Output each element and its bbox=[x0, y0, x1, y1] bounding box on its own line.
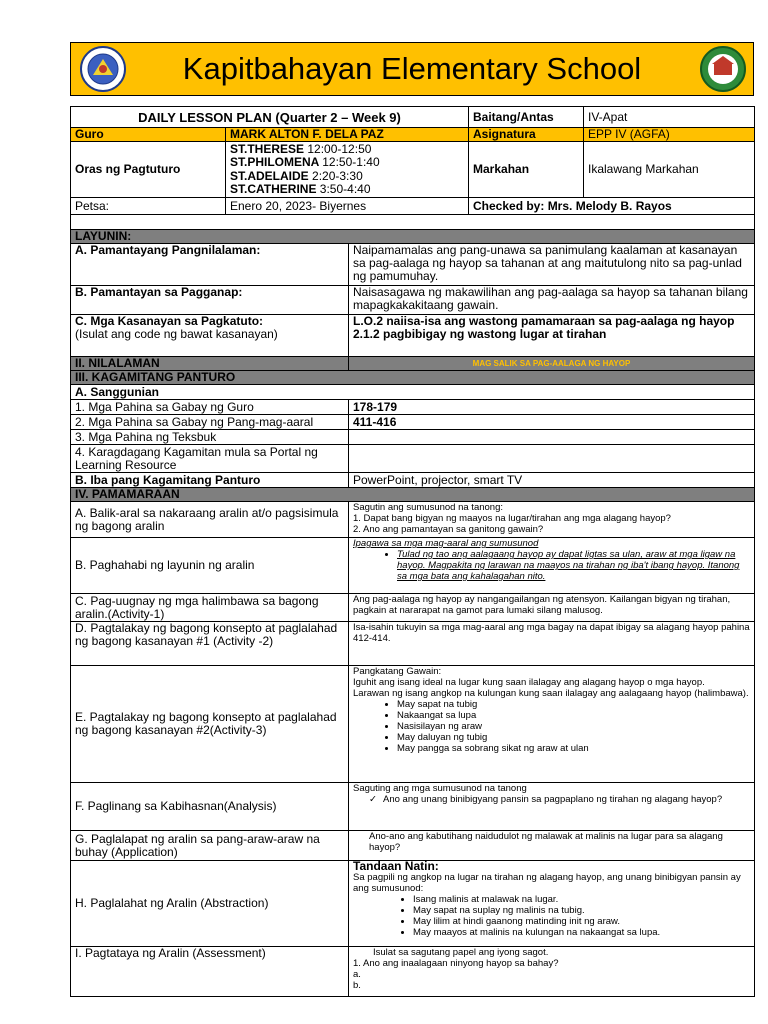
schedule-row: ST.CATHERINE 3:50-4:40 bbox=[230, 182, 371, 196]
step-i-line: 1. Ano ang inaalagaan ninyong hayop sa bahay? bbox=[353, 958, 559, 969]
oras-label: Oras ng Pagtuturo bbox=[71, 142, 226, 198]
step-e-bullet: • May pangga sa sobrang sikat ng araw at ulan bbox=[397, 743, 750, 754]
step-e-line: Larawan ng isang angkop na kulungan kung saan ilalagay ang aalagaang hayop (halimbawa). bbox=[353, 688, 749, 699]
layunin-c-value bbox=[349, 315, 755, 357]
pamamaraan-heading: IV. PAMAMARAAN bbox=[71, 488, 755, 502]
school-seal-icon bbox=[697, 45, 749, 93]
step-f-label: F. Paglinang sa Kabihasnan(Analysis) bbox=[71, 783, 349, 831]
layunin-c-sub: (Isulat ang code ng bawat kasanayan) bbox=[75, 327, 278, 341]
ref-value: 178-179 bbox=[349, 400, 755, 415]
layunin-c-label: C. Mga Kasanayan sa Pagkatuto: bbox=[75, 314, 264, 328]
step-e-content bbox=[349, 666, 755, 783]
iba-pang-label: B. Iba pang Kagamitang Panturo bbox=[71, 473, 349, 488]
ref-label: 2. Mga Pahina sa Gabay ng Pang-mag-aaral bbox=[71, 415, 349, 430]
step-a-line: 1. Dapat bang bigyan ng maayos na lugar/tirahan ang mga alagang hayop? bbox=[353, 513, 671, 524]
layunin-c-value2: 2.1.2 pagbibigay ng wastong lugar at tirahan bbox=[353, 327, 607, 341]
step-h-bullet: • Isang malinis at malawak na lugar. bbox=[413, 894, 750, 905]
step-e-line: Iguhit ang isang ideal na lugar kung saan ilalagay ang alagang hayop o mga hayop. bbox=[353, 677, 705, 688]
ref-value bbox=[349, 430, 755, 445]
step-h-title: Tandaan Natin: bbox=[353, 860, 439, 873]
step-e-line: Pangkatang Gawain: bbox=[353, 666, 442, 677]
lesson-plan-document bbox=[70, 42, 754, 997]
layunin-heading: LAYUNIN: bbox=[71, 230, 755, 244]
step-e-bullet: • May sapat na tubig bbox=[397, 699, 750, 710]
layunin-a-value: Naipamamalas ang pang-unawa sa panimulang kaalaman at kasanayan sa pag-aalaga ng hayop sa tahanan at ang maitutulong nito sa pag-unlad ng pamumuhay. bbox=[349, 244, 755, 286]
iba-pang-value: PowerPoint, projector, smart TV bbox=[349, 473, 755, 488]
step-b-bullet: • Tulad ng tao ang aalagaang hayop ay dapat ligtas sa ulan, araw at mga ligaw na hayop. Magpakita ng larawan na maayos na tirahan ng iba't ibang hayop. Itanong sa mga bata ang kahalagahan nito. bbox=[397, 549, 750, 582]
step-g-content: Ano-ano ang kabutihang naidudulot ng malawak at malinis na lugar para sa alagang hayop? bbox=[349, 831, 755, 861]
plan-title: DAILY LESSON PLAN (Quarter 2 – Week 9) bbox=[71, 107, 469, 128]
step-h-bullet: • May sapat na suplay ng malinis na tubig. bbox=[413, 905, 750, 916]
step-d-content: Isa-isahin tukuyin sa mga mag-aaral ang mga bagay na dapat ibigay sa alagang hayop pahina 412-414. bbox=[349, 622, 755, 666]
step-e-bullet: • May daluyan ng tubig bbox=[397, 732, 750, 743]
step-i-line: Isulat sa sagutang papel ang iyong sagot. bbox=[373, 947, 549, 958]
step-d-label: D. Pagtalakay ng bagong konsepto at paglalahad ng bagong kasanayan #1 (Activity -2) bbox=[71, 622, 349, 666]
step-i-line: a. bbox=[353, 969, 361, 980]
schedule-row: ST.ADELAIDE 2:20-3:30 bbox=[230, 168, 363, 183]
step-i-label: I. Pagtataya ng Aralin (Assessment) bbox=[71, 947, 349, 997]
school-banner bbox=[70, 42, 754, 96]
step-b-content bbox=[349, 538, 755, 594]
layunin-b-label: B. Pamantayan sa Pagganap: bbox=[71, 286, 349, 315]
guro-value: MARK ALTON F. DELA PAZ bbox=[226, 128, 469, 142]
kagamitan-heading: III. KAGAMITANG PANTURO bbox=[71, 371, 755, 385]
nilalaman-heading: II. NILALAMAN bbox=[71, 357, 349, 371]
step-h-intro: Sa pagpili ng angkop na lugar na tirahan ng alagang hayop, ang unang binibigyan pansin ay ang sumusunod: bbox=[353, 872, 741, 894]
ref-value bbox=[349, 445, 755, 473]
petsa-value: Enero 20, 2023- Biyernes bbox=[226, 198, 469, 215]
step-a-label: A. Balik-aral sa nakaraang aralin at/o pagsisimula ng bagong aralin bbox=[71, 502, 349, 538]
step-h-bullet: • May maayos at malinis na kulungan na nakaangat sa lupa. bbox=[413, 927, 750, 938]
step-e-label: E. Pagtalakay ng bagong konsepto at paglalahad ng bagong kasanayan #2(Activity-3) bbox=[71, 666, 349, 783]
school-name: Kapitbahayan Elementary School bbox=[182, 51, 642, 86]
step-e-bullet: • Nakaangat sa lupa bbox=[397, 710, 750, 721]
asignatura-value: EPP IV (AGFA) bbox=[584, 128, 755, 142]
baitang-label: Baitang/Antas bbox=[469, 107, 584, 128]
spacer-row bbox=[71, 215, 755, 230]
layunin-c-value1: L.O.2 naiisa-isa ang wastong pamamaraan sa pag-aalaga ng hayop bbox=[353, 314, 735, 328]
schedule-list bbox=[226, 142, 469, 198]
step-i-line: b. bbox=[353, 980, 361, 991]
step-c-content: Ang pag-aalaga ng hayop ay nangangailangan ng atensyon. Kailangan bigyan ng tirahan, pagkain at nararapat na gamot para lumaki silang malusog. bbox=[349, 594, 755, 622]
step-i-content bbox=[349, 947, 755, 997]
step-h-label: H. Paglalahat ng Aralin (Abstraction) bbox=[71, 861, 349, 947]
ref-value: 411-416 bbox=[349, 415, 755, 430]
ref-label: 1. Mga Pahina sa Gabay ng Guro bbox=[71, 400, 349, 415]
step-f-intro: Saguting ang mga sumusunod na tanong bbox=[353, 783, 527, 794]
step-b-intro: Ipagawa sa mga mag-aaral ang sumusunod bbox=[353, 538, 539, 549]
step-a-line: Sagutin ang sumusunod na tanong: bbox=[353, 502, 504, 513]
asignatura-label: Asignatura bbox=[469, 128, 584, 142]
step-f-content bbox=[349, 783, 755, 831]
sanggunian-heading: A. Sanggunian bbox=[71, 385, 755, 400]
step-g-label: G. Paglalapat ng aralin sa pang-araw-araw na buhay (Application) bbox=[71, 831, 349, 861]
layunin-c-cell bbox=[71, 315, 349, 357]
schedule-row: ST.PHILOMENA 12:50-1:40 bbox=[230, 155, 380, 169]
step-e-bullet: • Nasisilayan ng araw bbox=[397, 721, 750, 732]
ref-label: 4. Karagdagang Kagamitan mula sa Portal ng Learning Resource bbox=[71, 445, 349, 473]
petsa-label: Petsa: bbox=[71, 198, 226, 215]
lesson-plan-table bbox=[70, 106, 755, 997]
baitang-value: IV-Apat bbox=[584, 107, 755, 128]
step-h-content bbox=[349, 861, 755, 947]
checked-by: Checked by: Mrs. Melody B. Rayos bbox=[469, 198, 755, 215]
guro-label: Guro bbox=[71, 128, 226, 142]
step-f-check: ✓ Ano ang unang binibigyang pansin sa pagpaplano ng tirahan ng alagang hayop? bbox=[383, 794, 750, 805]
markahan-label: Markahan bbox=[469, 142, 584, 198]
step-a-content bbox=[349, 502, 755, 538]
markahan-value: Ikalawang Markahan bbox=[584, 142, 755, 198]
step-a-line: 2. Ano ang pamantayan sa ganitong gawain? bbox=[353, 524, 544, 535]
layunin-b-value: Naisasagawa ng makawilihan ang pag-aalaga sa hayop sa tahanan bilang mapagkakakitaang gawain. bbox=[349, 286, 755, 315]
step-b-label: B. Paghahabi ng layunin ng aralin bbox=[71, 538, 349, 594]
step-h-bullet: • May lilim at hindi gaanong matinding init ng araw. bbox=[413, 916, 750, 927]
layunin-a-label: A. Pamantayang Pangnilalaman: bbox=[71, 244, 349, 286]
schedule-row: ST.THERESE 12:00-12:50 bbox=[230, 141, 372, 156]
step-c-label: C. Pag-uugnay ng mga halimbawa sa bagong aralin.(Activity-1) bbox=[71, 594, 349, 622]
deped-seal-icon bbox=[77, 45, 129, 93]
nilalaman-value: MAG SALIK SA PAG-AALAGA NG HAYOP bbox=[349, 357, 755, 371]
ref-label: 3. Mga Pahina ng Teksbuk bbox=[71, 430, 349, 445]
